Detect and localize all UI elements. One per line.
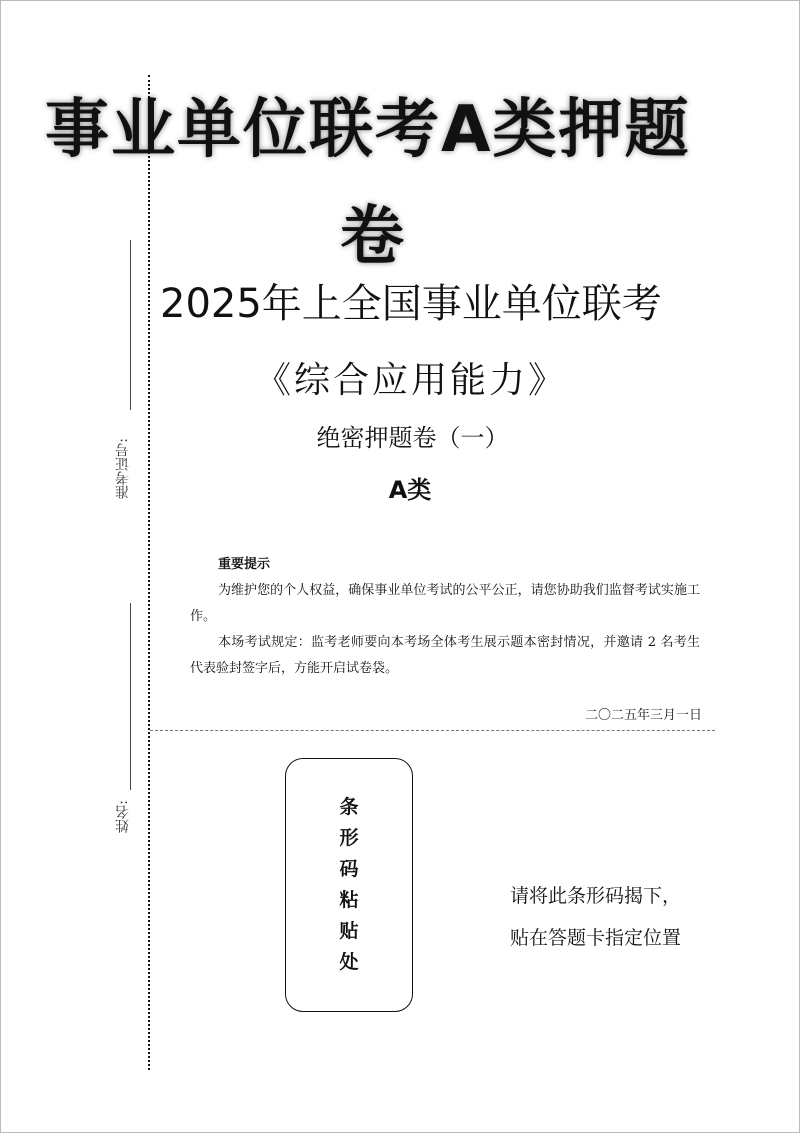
paper-title: 绝密押题卷（一） [316,424,509,452]
barcode-char: 码 [339,858,359,880]
barcode-char: 形 [339,827,359,849]
notice-section [190,552,700,682]
subject-title: 《综合应用能力》 [255,360,568,401]
banner-title: 事业单位联考A类押题 [45,93,691,167]
notice-heading: 重要提示 [218,557,271,572]
notice-paragraph: 本场考试规定：监考老师要向本考场全体考生展示题本密封情况，并邀请 2 名考生代表验封签字后，方能开启试卷袋。 [190,635,700,676]
barcode-area [285,758,413,1012]
exam-id-field-line[interactable] [130,240,131,410]
barcode-char: 粘 [339,889,359,911]
name-field-line[interactable] [130,603,131,790]
barcode-char: 贴 [339,920,359,942]
exam-id-label: 准考证号: [115,438,131,499]
category-label: A类 [388,476,432,504]
binding-dotted-line [148,75,150,1070]
tear-dashed-line [150,730,715,731]
notice-paragraph: 为维护您的个人权益，确保事业单位考试的公平公正，请您协助我们监督考试实施工作。 [190,583,700,624]
exam-title: 2025年上全国事业单位联考 [160,281,662,327]
barcode-instruction [510,875,681,959]
barcode-char: 条 [339,796,359,818]
banner-title-continued: 卷 [340,200,404,274]
barcode-char: 处 [339,951,359,973]
instruction-line: 请将此条形码揭下， [510,885,682,907]
name-label: 姓名: [115,800,131,833]
notice-date: 二〇二五年三月一日 [584,708,702,723]
instruction-line: 贴在答题卡指定位置 [510,927,682,949]
